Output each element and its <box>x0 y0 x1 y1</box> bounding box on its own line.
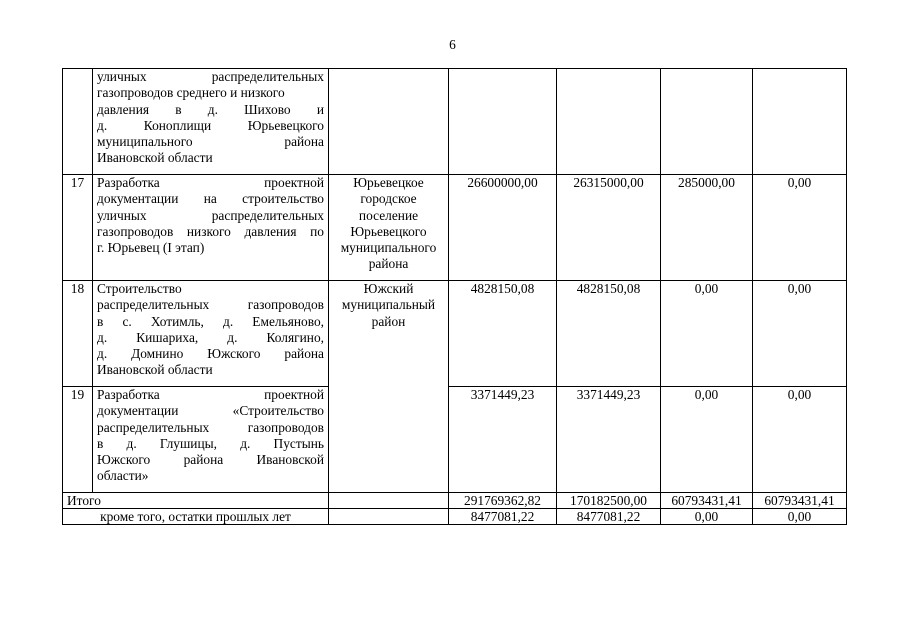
amount-regional: 0,00 <box>661 281 753 387</box>
amount-total: 3371449,23 <box>449 387 557 493</box>
total-label: Итого <box>63 493 329 509</box>
municipality-cell: Юрьевецкое городское поселение Юрьевецкого муниципального района <box>329 175 449 281</box>
amount-local: 0,00 <box>753 387 847 493</box>
amount-federal: 4828150,08 <box>557 281 661 387</box>
amount-federal: 170182500,00 <box>557 493 661 509</box>
amount-local: 0,00 <box>753 281 847 387</box>
table-row <box>63 175 847 281</box>
amount-local: 0,00 <box>753 175 847 281</box>
amount-total: 26600000,00 <box>449 175 557 281</box>
municipality-cell <box>329 493 449 509</box>
remainder-row <box>63 509 847 525</box>
amount-local <box>753 69 847 175</box>
page-number: 6 <box>449 37 456 52</box>
amount-total: 4828150,08 <box>449 281 557 387</box>
row-number <box>63 69 93 175</box>
project-description: Строительство распределительных газопроводов в с. Хотимль, д. Емельяново, д. Кишариха, д. Колягино, д. Домнино Южского района Ивановской области <box>93 281 329 387</box>
row-number: 17 <box>63 175 93 281</box>
amount-regional: 60793431,41 <box>661 493 753 509</box>
municipality-cell <box>329 509 449 525</box>
table-row <box>63 281 847 387</box>
amount-regional: 0,00 <box>661 509 753 525</box>
table-row <box>63 387 847 493</box>
project-description: Разработка проектной документации на строительство уличных распределительных газопроводов низкого давления по г. Юрьевец (I этап) <box>93 175 329 281</box>
amount-federal: 3371449,23 <box>557 387 661 493</box>
amount-regional <box>661 69 753 175</box>
row-number: 19 <box>63 387 93 493</box>
amount-federal <box>557 69 661 175</box>
project-description: уличных распределительных газопроводов среднего и низкого давления в д. Шихово и д. Коноплищи Юрьевецкого муниципального района Ивановской области <box>93 69 329 175</box>
amount-local: 0,00 <box>753 509 847 525</box>
remainder-label: кроме того, остатки прошлых лет <box>63 509 329 525</box>
amount-total <box>449 69 557 175</box>
amount-regional: 0,00 <box>661 387 753 493</box>
amount-federal: 26315000,00 <box>557 175 661 281</box>
municipality-cell <box>329 69 449 175</box>
row-number: 18 <box>63 281 93 387</box>
municipality-cell: Южский муниципальный район <box>329 281 449 493</box>
amount-local: 60793431,41 <box>753 493 847 509</box>
budget-table <box>62 68 847 525</box>
table-row <box>63 69 847 175</box>
project-description: Разработка проектной документации «Строительство распределительных газопроводов в д. Глушицы, д. Пустынь Южского района Ивановской области» <box>93 387 329 493</box>
total-row <box>63 493 847 509</box>
amount-total: 8477081,22 <box>449 509 557 525</box>
amount-total: 291769362,82 <box>449 493 557 509</box>
amount-federal: 8477081,22 <box>557 509 661 525</box>
amount-regional: 285000,00 <box>661 175 753 281</box>
